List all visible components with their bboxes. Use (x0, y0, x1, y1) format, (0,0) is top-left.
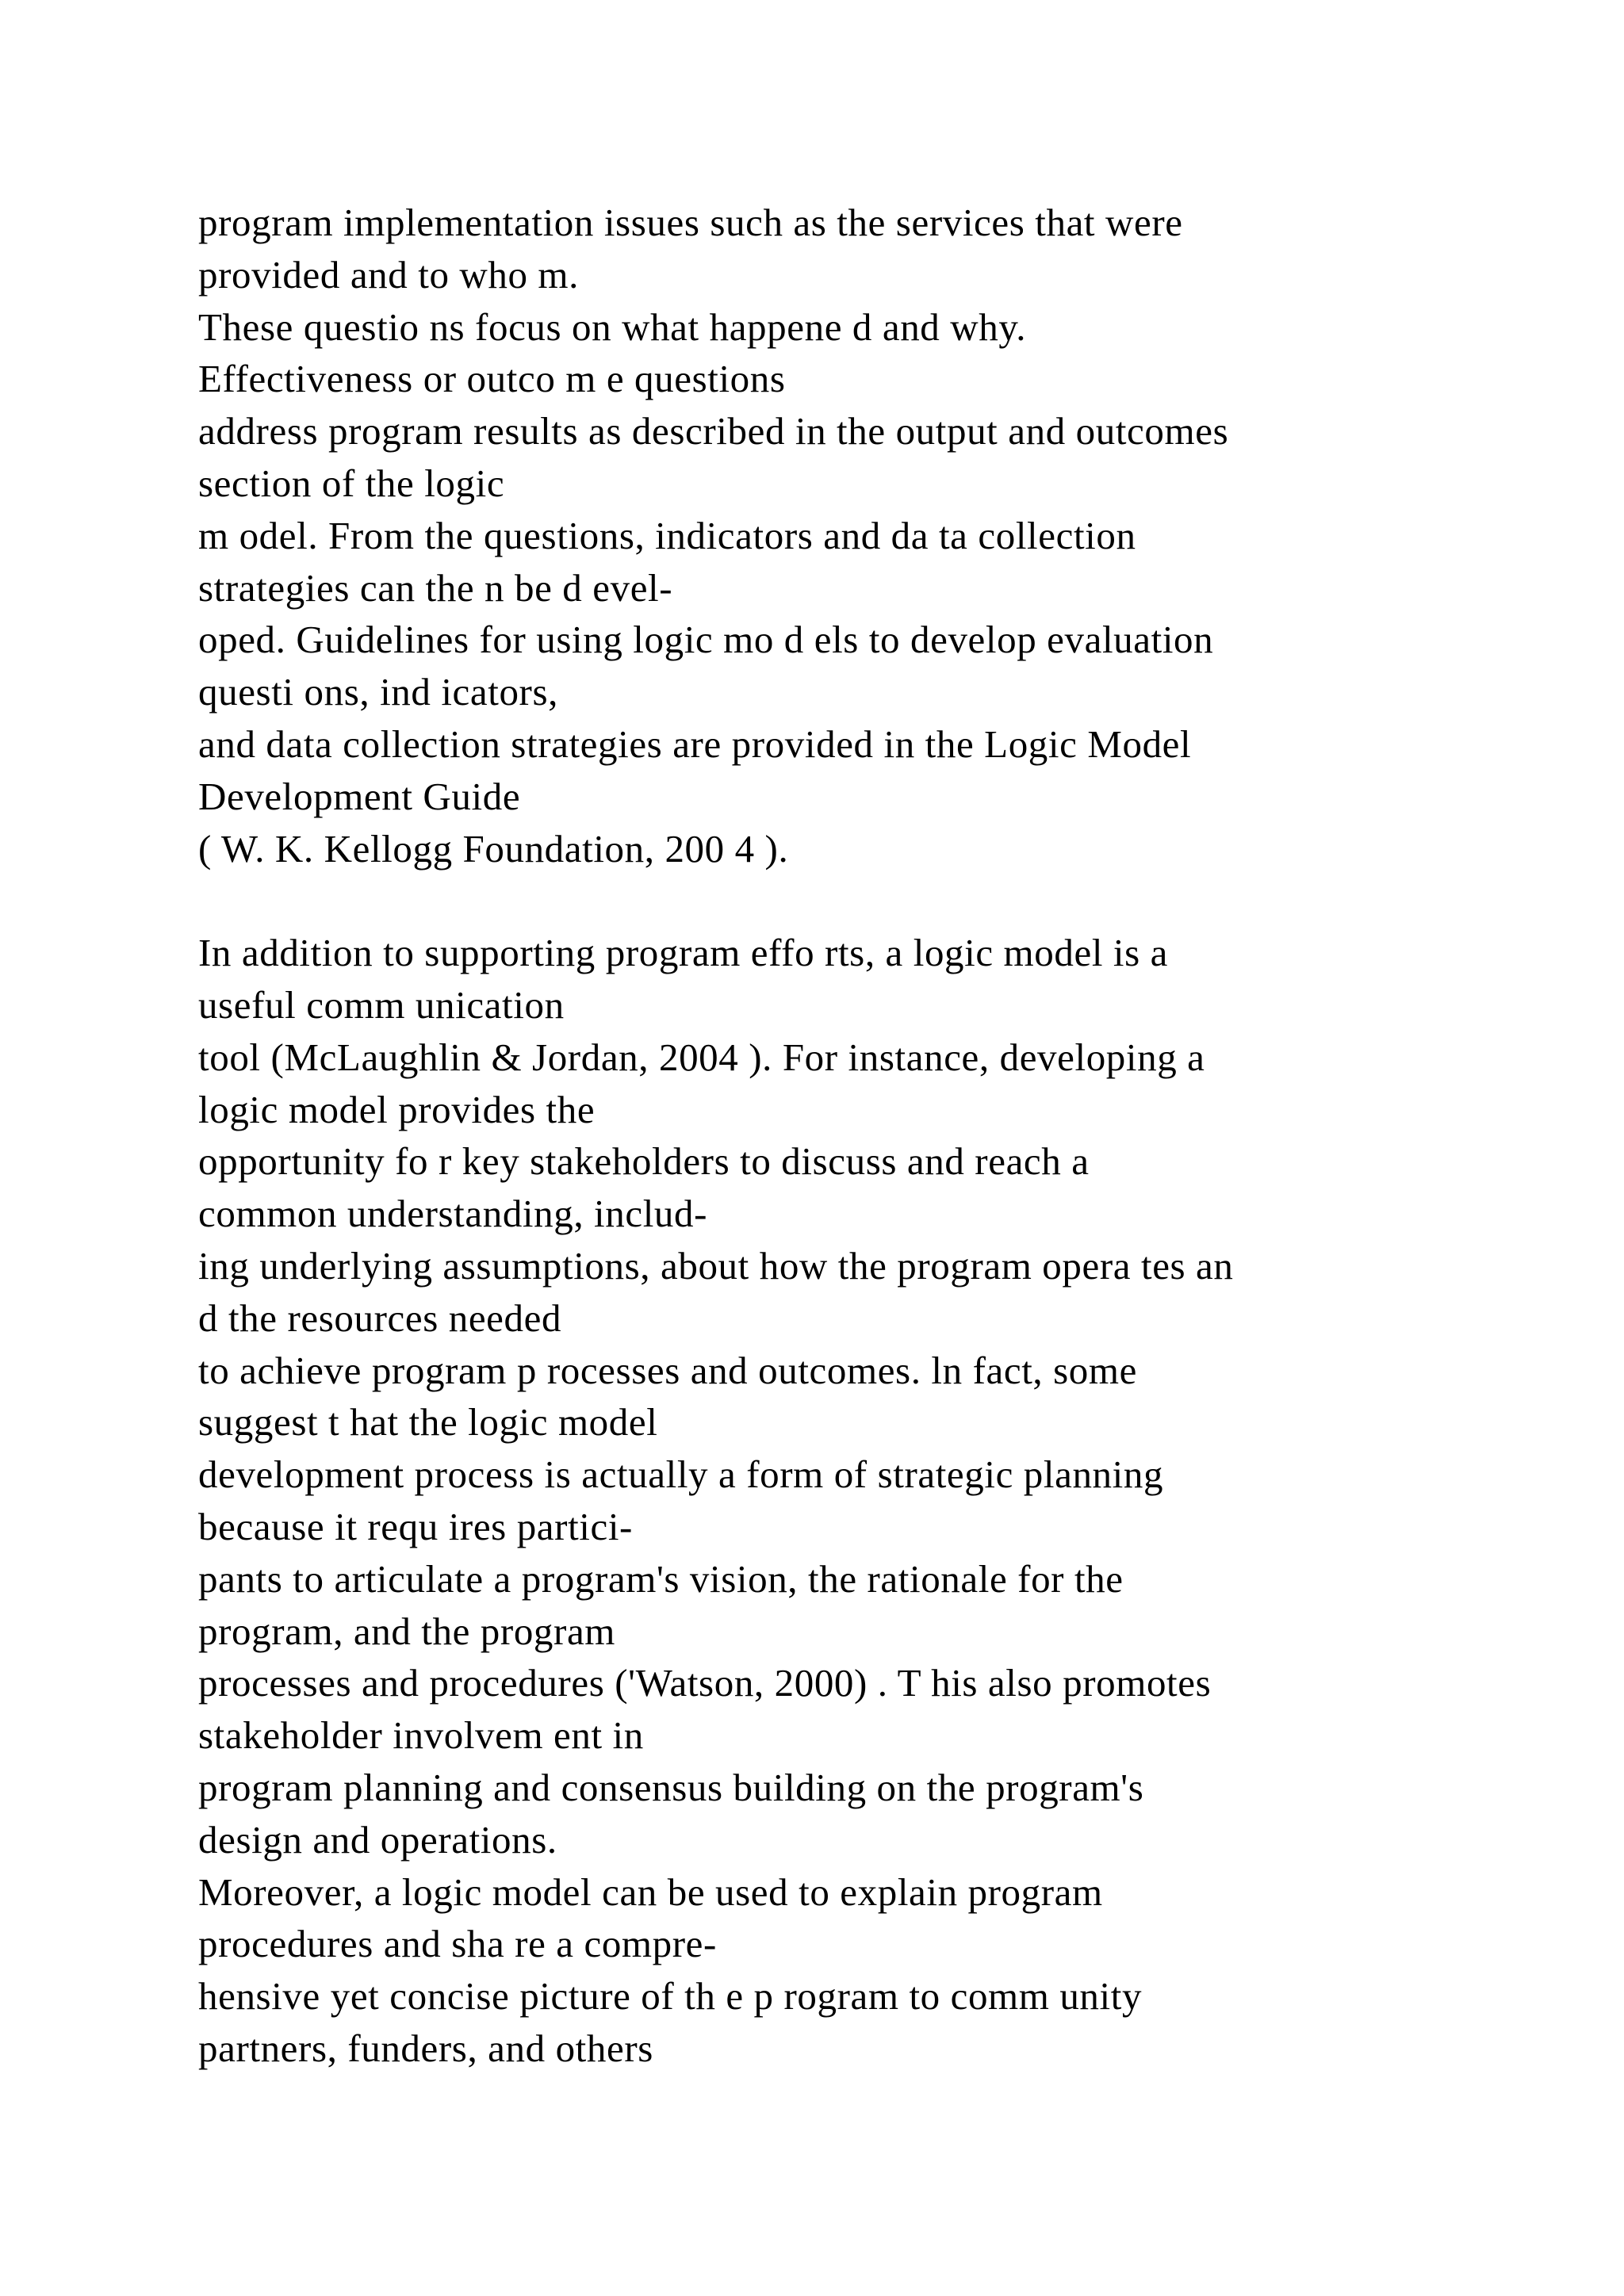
text-line: Effectiveness or outco m e questions (198, 357, 786, 401)
document-page (198, 197, 1610, 2075)
text-line: ( W. K. Kellogg Foundation, 200 4 ). (198, 826, 789, 871)
text-line: to achieve program p rocesses and outcomes. ln fact, some (198, 1348, 1137, 1392)
text-line: processes and procedures ('Watson, 2000) . T his also promotes (198, 1661, 1212, 1705)
text-line: In addition to supporting program effo rts, a logic model is a (198, 931, 1168, 975)
text-line: questi ons, ind icators, (198, 670, 558, 714)
text-line: hensive yet concise picture of th e p rogram to comm unity (198, 1974, 1143, 2019)
text-line: development process is actually a form of strategic planning (198, 1452, 1164, 1497)
text-line: tool (McLaughlin & Jordan, 2004 ). For instance, developing a (198, 1035, 1205, 1079)
text-line: program, and the program (198, 1609, 616, 1653)
text-line: These questio ns focus on what happene d and why. (198, 304, 1027, 349)
text-line: design and operations. (198, 1817, 557, 1862)
text-line: partners, funders, and others (198, 2026, 653, 2070)
text-line: useful comm unication (198, 982, 565, 1027)
text-line: Moreover, a logic model can be used to explain program (198, 1869, 1103, 1914)
text-line: and data collection strategies are provided in the Logic Model (198, 721, 1192, 766)
paragraph-1 (198, 197, 1610, 874)
text-line: stakeholder involvem ent in (198, 1713, 644, 1758)
text-line: m odel. From the questions, indicators and da ta collection (198, 513, 1136, 557)
text-line: because it requ ires partici- (198, 1504, 633, 1548)
text-line: suggest t hat the logic model (198, 1400, 658, 1445)
text-line: pants to articulate a program's vision, the rationale for the (198, 1556, 1124, 1601)
text-line: d the resources needed (198, 1295, 562, 1340)
text-line: common understanding, includ- (198, 1192, 708, 1236)
text-line: strategies can the n be d evel- (198, 565, 673, 610)
text-line: logic model provides the (198, 1087, 596, 1131)
text-line: Development Guide (198, 774, 521, 818)
text-line: procedures and sha re a compre- (198, 1922, 717, 1966)
text-line: provided and to who m. (198, 252, 579, 297)
text-line: oped. Guidelines for using logic mo d els to develop evaluation (198, 618, 1214, 662)
paragraph-2 (198, 927, 1610, 2075)
text-line: address program results as described in the output and outcomes (198, 409, 1229, 453)
paragraph-gap (198, 874, 1610, 927)
text-line: section of the logic (198, 461, 505, 505)
text-line: opportunity fo r key stakeholders to discuss and reach a (198, 1139, 1090, 1184)
text-line: program implementation issues such as the services that were (198, 201, 1183, 244)
text-line: program planning and consensus building on the program's (198, 1765, 1144, 1809)
text-line: ing underlying assumptions, about how the program opera tes an (198, 1243, 1234, 1288)
